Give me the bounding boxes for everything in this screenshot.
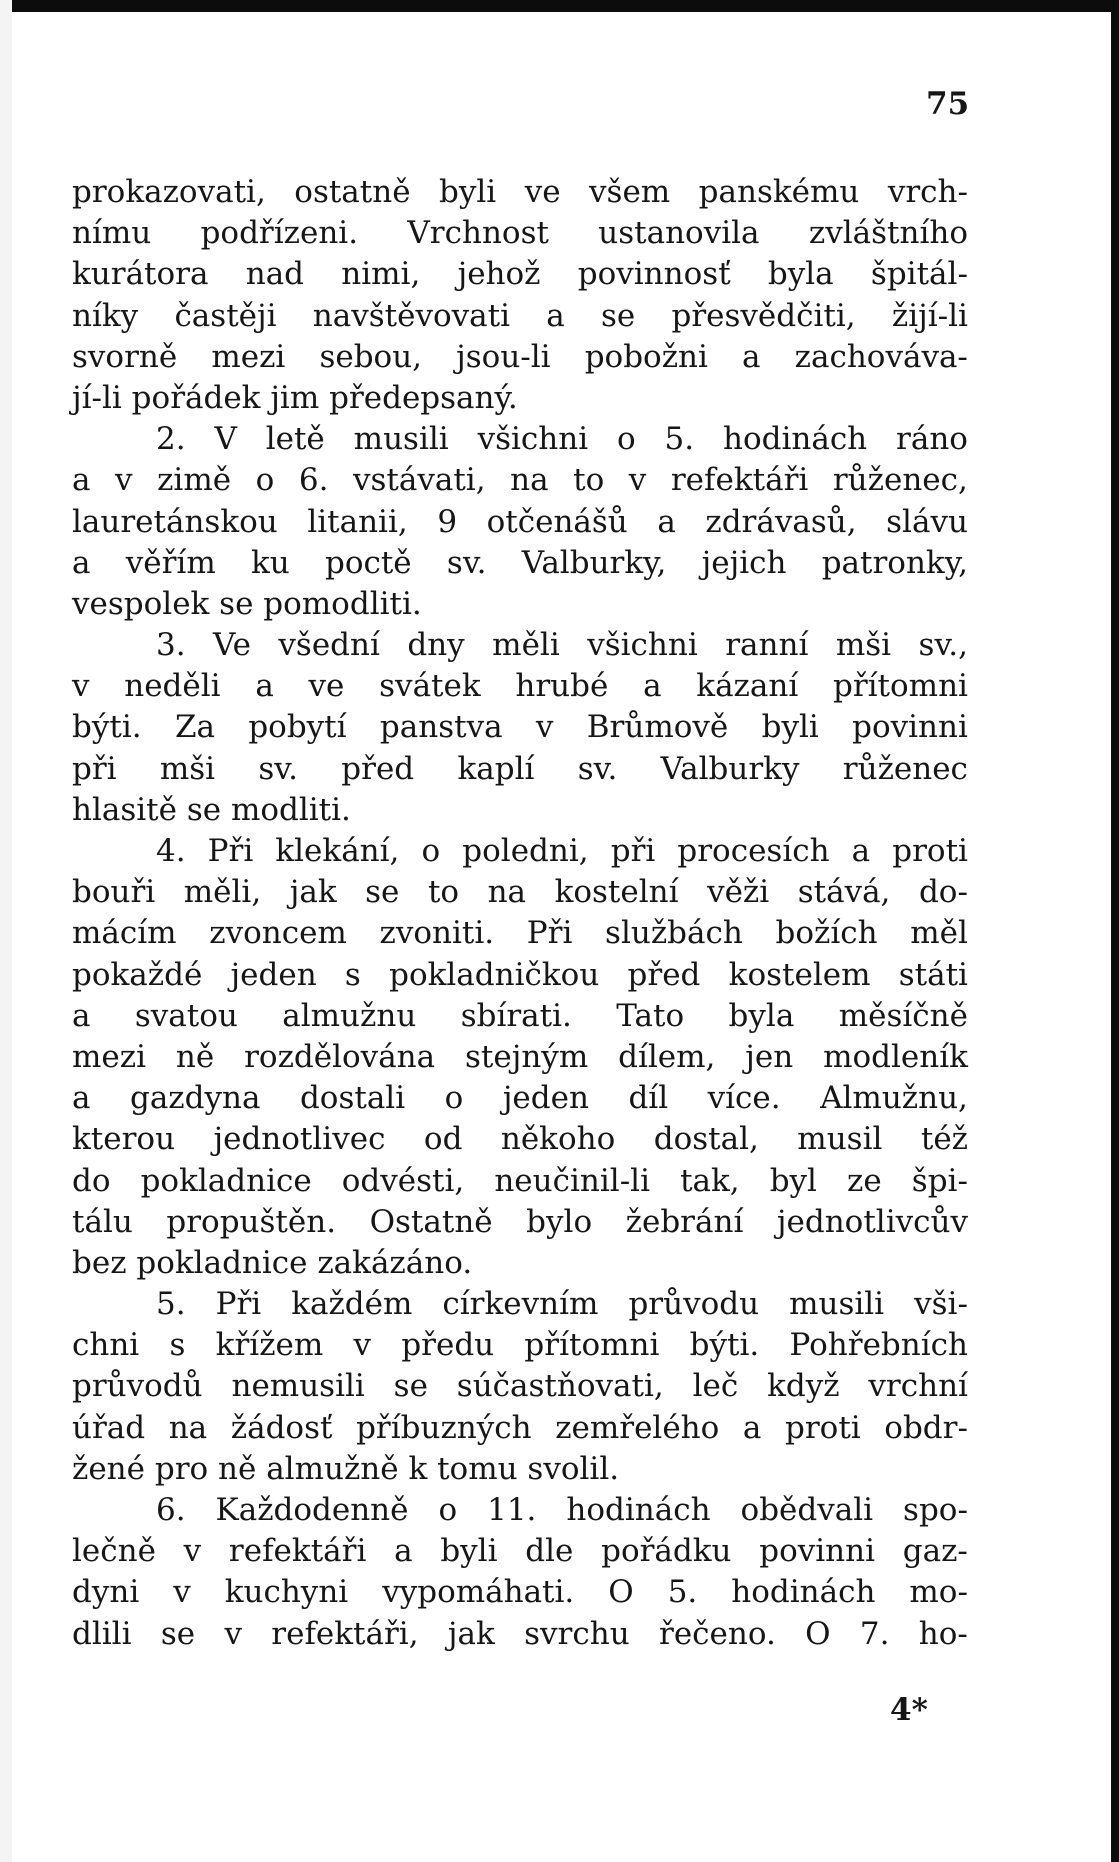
text-line: bouři měli, jak se to na kostelní věži stává, do- bbox=[72, 874, 968, 911]
text-line: průvodů nemusili se súčastňovati, leč když vrchní bbox=[72, 1368, 968, 1405]
text-line: hlasitě se modliti. bbox=[72, 791, 351, 828]
text-line: úřad na žádosť příbuzných zemřelého a proti obdr- bbox=[72, 1409, 968, 1446]
scan-border-top bbox=[0, 0, 1119, 12]
signature-mark: 4* bbox=[890, 1692, 928, 1728]
text-line: a v zimě o 6. vstávati, na to v refektáři růženec, bbox=[72, 462, 968, 499]
scan-border-right bbox=[1111, 0, 1119, 1862]
text-line: v neděli a ve svátek hrubé a kázaní přítomni bbox=[72, 668, 968, 705]
text-line: mácím zvoncem zvoniti. Při službách božích měl bbox=[72, 915, 968, 952]
text-line: dlili se v refektáři, jak svrchu řečeno. O 7. ho- bbox=[72, 1615, 968, 1652]
text-line: dyni v kuchyni vypomáhati. O 5. hodinách mo- bbox=[72, 1574, 968, 1611]
text-line: a svatou almužnu sbírati. Tato byla měsíčně bbox=[72, 997, 968, 1034]
text-line: nímu podřízeni. Vrchnost ustanovila zvláštního bbox=[72, 215, 968, 252]
body-text bbox=[72, 172, 968, 1655]
text-line: a věřím ku poctě sv. Valburky, jejich patronky, bbox=[72, 544, 968, 581]
text-line: žené pro ně almužně k tomu svolil. bbox=[72, 1450, 620, 1487]
text-line: kurátora nad nimi, jehož povinnosť byla špitál- bbox=[72, 256, 968, 293]
text-line: bez pokladnice zakázáno. bbox=[72, 1244, 473, 1281]
text-line: kterou jednotlivec od někoho dostal, musil též bbox=[72, 1121, 968, 1158]
text-line: 5. Při každém církevním průvodu musili vši- bbox=[156, 1286, 968, 1323]
text-line: prokazovati, ostatně byli ve všem panskému vrch- bbox=[72, 174, 968, 210]
text-line: do pokladnice odvésti, neučinil-li tak, byl ze špi- bbox=[72, 1162, 968, 1199]
page-number: 75 bbox=[926, 86, 970, 122]
text-line: býti. Za pobytí panstva v Brůmově byli povinni bbox=[72, 709, 968, 746]
text-line: lečně v refektáři a byli dle pořádku povinni gaz- bbox=[72, 1533, 968, 1570]
text-line: a gazdyna dostali o jeden díl více. Almužnu, bbox=[72, 1080, 968, 1117]
text-line: mezi ně rozdělována stejným dílem, jen modleník bbox=[72, 1038, 968, 1075]
text-line: 3. Ve všední dny měli všichni ranní mši sv., bbox=[156, 627, 968, 664]
text-line: tálu propuštěn. Ostatně bylo žebrání jednotlivcův bbox=[72, 1203, 968, 1240]
text-line: chni s křížem v předu přítomni býti. Pohřebních bbox=[72, 1327, 968, 1364]
text-line: vespolek se pomodliti. bbox=[72, 585, 422, 622]
text-line: níky častěji navštěvovati a se přesvědčiti, žijí-li bbox=[72, 297, 968, 334]
text-line: 4. Při klekání, o poledni, při procesích a proti bbox=[156, 833, 968, 869]
scan-border-left bbox=[0, 0, 12, 1862]
text-line: 6. Každodenně o 11. hodinách obědvali spo- bbox=[156, 1492, 968, 1528]
text-line: svorně mezi sebou, jsou-li pobožni a zachováva- bbox=[72, 338, 968, 375]
text-line: pokaždé jeden s pokladničkou před kostelem státi bbox=[72, 956, 968, 993]
text-line: lauretánskou litanii, 9 otčenášů a zdrávasů, slávu bbox=[72, 503, 968, 540]
text-line: při mši sv. před kaplí sv. Valburky růženec bbox=[72, 750, 968, 787]
text-line: 2. V letě musili všichni o 5. hodinách ráno bbox=[156, 421, 968, 458]
text-line: jí-li pořádek jim předepsaný. bbox=[72, 379, 518, 416]
